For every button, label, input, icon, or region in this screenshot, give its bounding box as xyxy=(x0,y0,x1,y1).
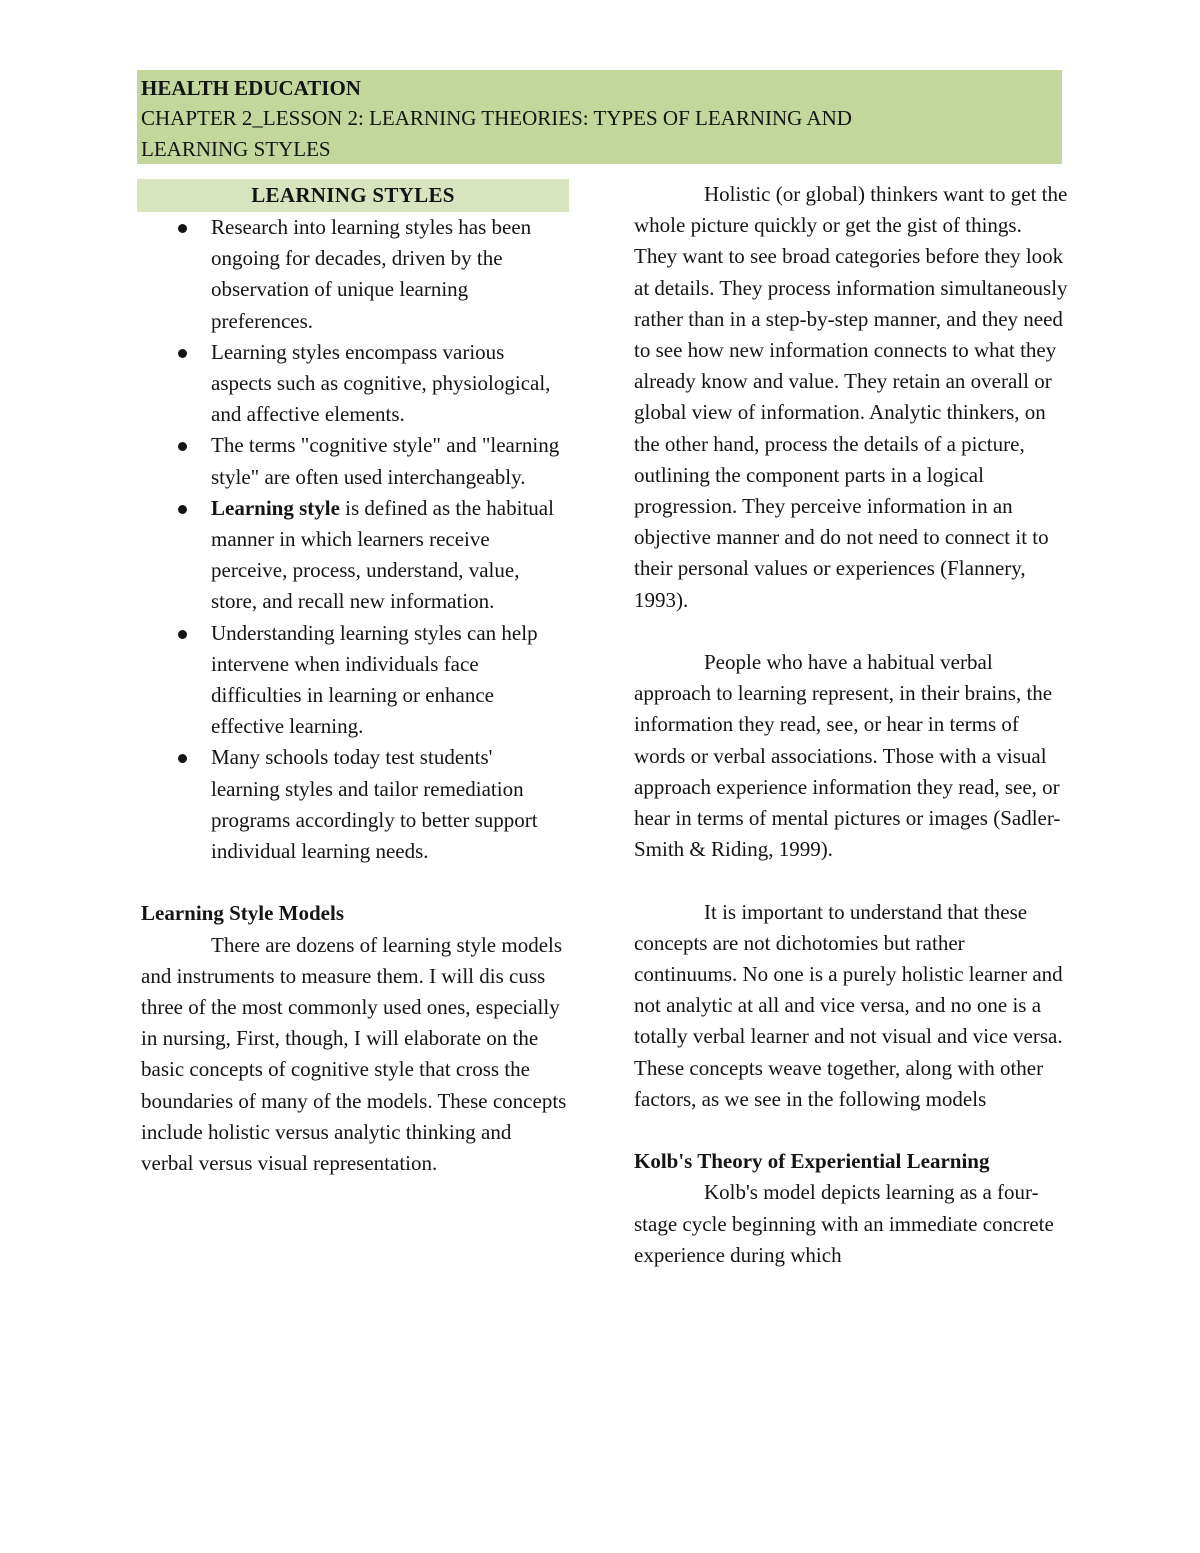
bullet-dot-icon xyxy=(178,630,187,639)
bullet-item xyxy=(137,742,569,867)
learning-styles-bullet-list xyxy=(137,212,569,867)
verbal-visual-paragraph: People who have a habitual verbal approach to learning represent, in their brains, the information they read, see, or hear in terms of words or verbal associations. Those with a visual approach experience information they read, see, or hear in terms of mental pictures or images (Sadler-Smith & Riding, 1999). xyxy=(634,650,1061,862)
bullet-text: is defined as the habitual manner in which learners receive perceive, process, understand, value, store, and recall new information. xyxy=(211,495,554,614)
holistic-analytic-paragraph: Holistic (or global) thinkers want to get the whole picture quickly or get the gist of things. They want to see broad categories before they look at details. They process information simultaneously rather than in a step-by-step manner, and they need to see how new information connects to what they already know and value. They retain an overall or global view of information. Analytic thinkers, on the other hand, process the details of a picture, outlining the component parts in a logical progression. They perceive information in an objective manner and do not need to connect it to their personal values or experiences (Flannery, 1993). xyxy=(634,182,1068,612)
spacer xyxy=(634,1115,1069,1146)
bullet-text: Understanding learning styles can help intervene when individuals face difficulties in learning or enhance effective learning. xyxy=(211,620,538,739)
bullet-item xyxy=(137,212,569,337)
right-column xyxy=(634,179,1069,1271)
bullet-dot-icon xyxy=(178,754,187,763)
document-header xyxy=(137,70,1062,164)
continuums-paragraph: It is important to understand that these concepts are not dichotomies but rather continuums. No one is a purely holistic learner and not analytic at all and vice versa, and no one is a totally verbal learner and not visual and vice versa. These concepts weave together, along with other factors, as we see in the following models xyxy=(634,899,1063,1111)
spacer xyxy=(634,616,1069,647)
bullet-item xyxy=(137,337,569,431)
spacer xyxy=(634,865,1069,896)
bullet-text: Learning styles encompass various aspects such as cognitive, physiological, and affective elements. xyxy=(211,339,551,427)
learning-style-models-heading: Learning Style Models xyxy=(141,901,344,926)
bullet-text: Research into learning styles has been ongoing for decades, driven by the observation of unique learning preferences. xyxy=(211,215,532,333)
bullet-item xyxy=(137,430,569,492)
kolb-theory-heading: Kolb's Theory of Experiential Learning xyxy=(634,1149,990,1174)
lesson-subtitle: CHAPTER 2_LESSON 2: LEARNING THEORIES: TYPES OF LEARNING AND LEARNING STYLES xyxy=(141,106,852,161)
left-column xyxy=(137,179,569,1179)
learning-style-models-paragraph: There are dozens of learning style models and instruments to measure them. I will dis cuss three of the most commonly used ones, especially in nursing, First, though, I will elaborate on the basic concepts of cognitive style that cross the boundaries of many of the models. These concepts include holistic versus analytic thinking and verbal versus visual representation. xyxy=(141,932,567,1176)
bullet-dot-icon xyxy=(178,505,187,514)
bullet-dot-icon xyxy=(178,349,187,358)
kolb-theory-paragraph: Kolb's model depicts learning as a four-stage cycle beginning with an immediate concrete experience during which xyxy=(634,1180,1054,1267)
bullet-item xyxy=(137,493,569,618)
bullet-dot-icon xyxy=(178,224,187,233)
document-title: HEALTH EDUCATION xyxy=(141,76,361,100)
learning-styles-heading: LEARNING STYLES xyxy=(137,179,569,212)
spacer xyxy=(137,867,569,898)
bullet-bold-term: Learning style xyxy=(211,495,340,520)
bullet-text: The terms "cognitive style" and "learning style" are often used interchangeably. xyxy=(211,433,560,489)
bullet-dot-icon xyxy=(178,442,187,451)
bullet-item xyxy=(137,618,569,743)
bullet-text: Many schools today test students' learning styles and tailor remediation programs accordingly to better support individual learning needs. xyxy=(211,745,538,864)
